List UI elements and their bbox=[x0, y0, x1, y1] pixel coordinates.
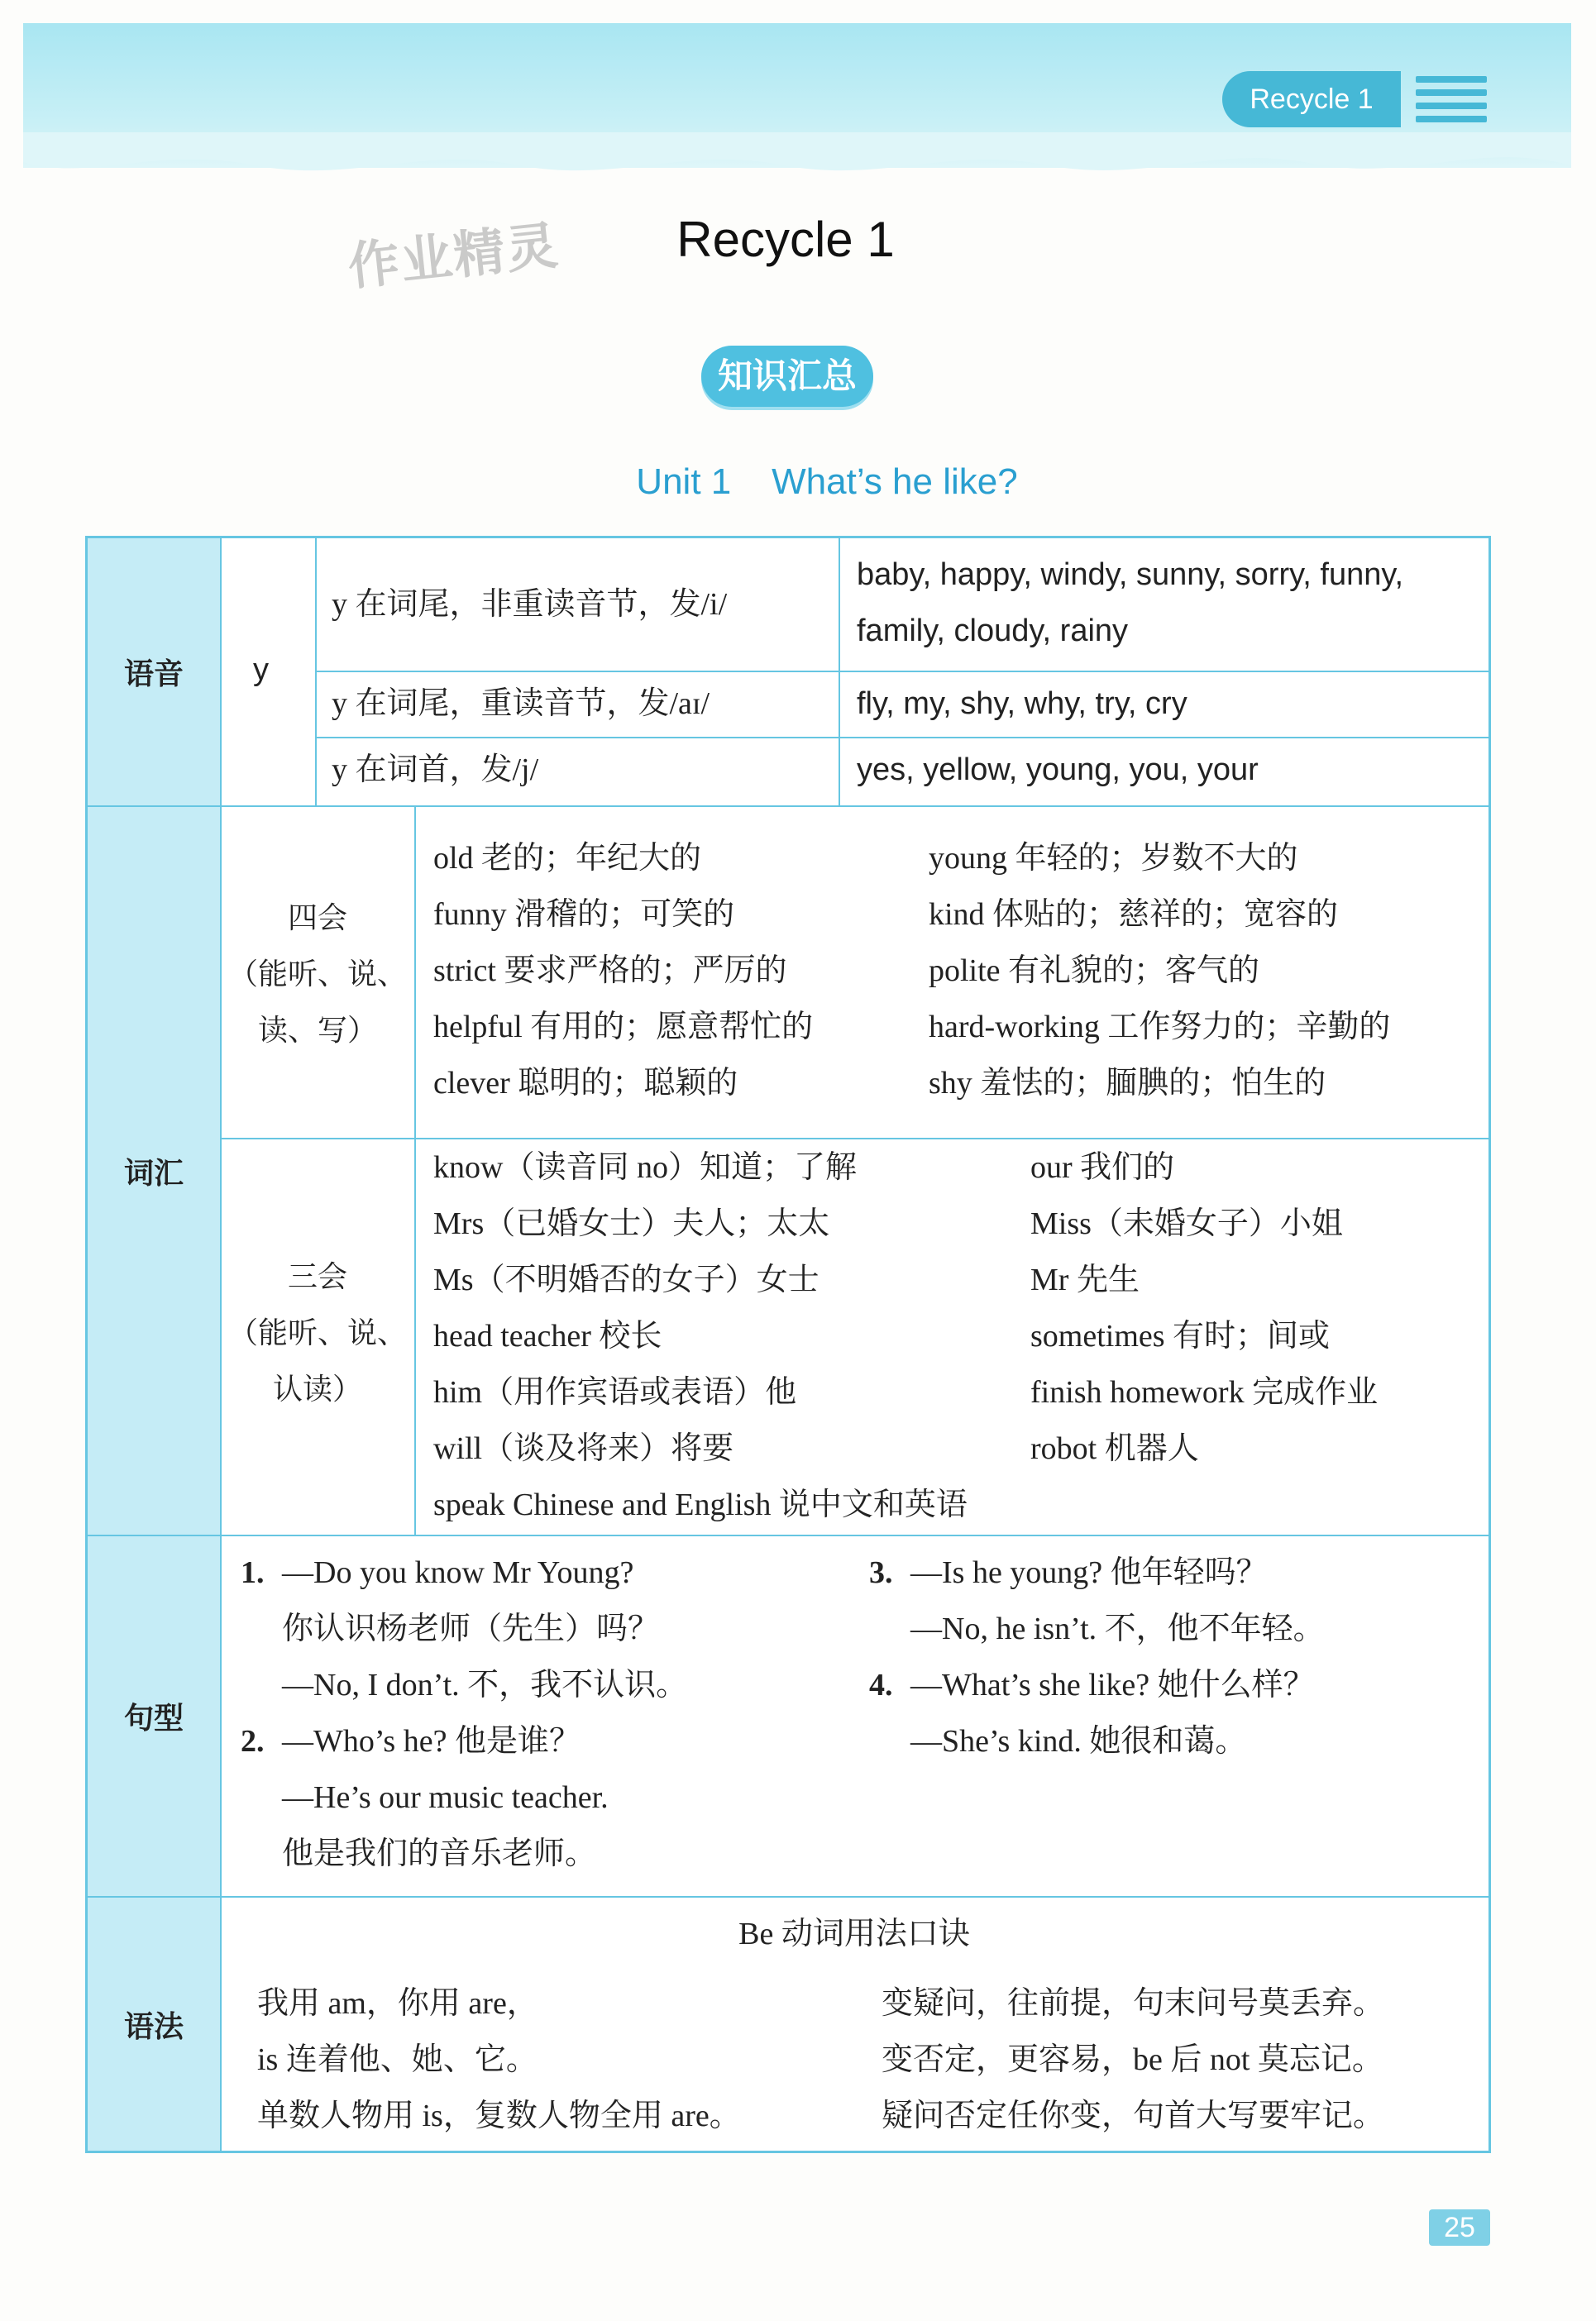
sentence-line: —She’s kind. 她很和蔼。 bbox=[910, 1724, 1247, 1759]
vocab-item: our 我们的 bbox=[1030, 1150, 1175, 1185]
sentence-line: 你认识杨老师（先生）吗？ bbox=[282, 1612, 660, 1646]
phonics-rule-2: y 在词尾，重读音节，发/aɪ/ bbox=[332, 686, 710, 721]
sentences-row bbox=[88, 1536, 1488, 1898]
sentence-line: 他是我们的音乐老师。 bbox=[282, 1836, 597, 1871]
vocab-item: shy 羞怯的；腼腆的；怕生的 bbox=[929, 1066, 1326, 1101]
sentences-right: 3. —Is he young? 他年轻吗？ —No, he isn’t. 不，他不年轻。 4. —What’s she like? 她什么样？ —She’s kind. 她很和蔼。 bbox=[869, 1555, 1325, 1759]
vocab-item: kind 体贴的；慈祥的；宽容的 bbox=[929, 897, 1339, 932]
phonics-rule-1: y 在词尾，非重读音节，发/i/ bbox=[332, 587, 728, 622]
vocab-item: will（谈及将来）将要 bbox=[433, 1431, 734, 1466]
sentence-line: —Is he young? 他年轻吗？ bbox=[910, 1555, 1268, 1590]
unit-title: Unit 1 What’s he like? bbox=[636, 461, 1018, 502]
vocab-item: funny 滑稽的；可笑的 bbox=[433, 897, 735, 932]
grammar-line: 变否定，更容易，be 后 not 莫忘记。 bbox=[882, 2042, 1383, 2077]
sentence-line: —No, he isn’t. 不，他不年轻。 bbox=[910, 1612, 1325, 1646]
vocab-item: Mrs（已婚女士）夫人；太太 bbox=[433, 1206, 830, 1241]
vocab-item: clever 聪明的；聪颖的 bbox=[433, 1066, 738, 1101]
vocab-item: polite 有礼貌的；客气的 bbox=[929, 953, 1260, 988]
grammar-left bbox=[257, 1975, 741, 2144]
phonics-example-1b: family, cloudy, rainy bbox=[857, 614, 1129, 648]
vocab-item-full: speak Chinese and English 说中文和英语 bbox=[433, 1488, 968, 1522]
grammar-row bbox=[88, 1898, 1488, 2151]
vocab-item: finish homework 完成作业 bbox=[1030, 1375, 1379, 1410]
vocab-item: hard-working 工作努力的；辛勤的 bbox=[929, 1010, 1391, 1044]
menu-lines-icon bbox=[1416, 76, 1487, 124]
sentence-line: —He’s our music teacher. bbox=[282, 1780, 609, 1815]
three-skills-right bbox=[1030, 1139, 1378, 1477]
phonics-letter: y bbox=[253, 652, 269, 687]
vocab-item: old 老的；年纪大的 bbox=[433, 841, 702, 876]
vocab-item: strict 要求严格的；严厉的 bbox=[433, 953, 787, 988]
recycle-tab-label: Recycle 1 bbox=[1250, 84, 1374, 115]
vocab-item: Miss（未婚女子）小姐 bbox=[1030, 1206, 1343, 1241]
grammar-line: 我用 am，你用 are， bbox=[257, 1986, 538, 2021]
four-skills-label: 四会 （能听、说、 读、写） bbox=[227, 901, 407, 1047]
page-title: Recycle 1 bbox=[676, 212, 895, 267]
phonics-category: 语音 bbox=[88, 538, 222, 805]
grammar-title: Be 动词用法口诀 bbox=[738, 1917, 970, 1951]
vocab-item: head teacher 校长 bbox=[433, 1319, 662, 1354]
sentence-line: —Do you know Mr Young? bbox=[282, 1555, 634, 1590]
vocab-item: Mr 先生 bbox=[1030, 1263, 1140, 1297]
grammar-category: 语法 bbox=[88, 1898, 222, 2151]
sentences-left: 1. —Do you know Mr Young? 你认识杨老师（先生）吗？ —No, I don’t. 不，我不认识。 2. —Who’s he? 他是谁？ —He’s our music teacher. 他是我们的音乐老师。 bbox=[241, 1555, 688, 1871]
vocab-item: sometimes 有时；间或 bbox=[1030, 1319, 1331, 1354]
phonics-row bbox=[88, 538, 1488, 807]
grammar-line: is 连着他、她、它。 bbox=[257, 2042, 538, 2077]
recycle-tab bbox=[1222, 71, 1401, 127]
vocab-item: Ms（不明婚否的女子）女士 bbox=[433, 1263, 820, 1297]
four-skills-right bbox=[929, 830, 1390, 1111]
vocab-item: know（读音同 no）知道；了解 bbox=[433, 1150, 857, 1185]
phonics-example-3: yes, yellow, young, you, your bbox=[857, 752, 1259, 787]
banner-wave bbox=[23, 132, 1571, 190]
grammar-line: 变疑问，往前提，句末问号莫丢弃。 bbox=[882, 1986, 1385, 2021]
knowledge-table bbox=[85, 536, 1491, 2153]
sentences-category: 句型 bbox=[88, 1536, 222, 1896]
page-number: 25 bbox=[1429, 2209, 1490, 2246]
grammar-right bbox=[882, 1975, 1384, 2144]
sentence-line: —No, I don’t. 不，我不认识。 bbox=[282, 1668, 688, 1703]
watermark: 作业精灵 bbox=[345, 217, 562, 297]
sentence-line: —Who’s he? 他是谁？ bbox=[282, 1724, 581, 1759]
vocab-item: robot 机器人 bbox=[1030, 1431, 1199, 1466]
section-badge: 知识汇总 bbox=[701, 346, 873, 407]
phonics-rule-3: y 在词首，发/j/ bbox=[332, 752, 539, 787]
vocab-item: him（用作宾语或表语）他 bbox=[433, 1375, 797, 1410]
vocab-item: young 年轻的；岁数不大的 bbox=[929, 841, 1298, 876]
vocab-item: helpful 有用的；愿意帮忙的 bbox=[433, 1010, 814, 1044]
phonics-example-1a: baby, happy, windy, sunny, sorry, funny, bbox=[857, 557, 1404, 592]
grammar-line: 单数人物用 is，复数人物全用 are。 bbox=[257, 2099, 741, 2133]
phonics-example-2: fly, my, shy, why, try, cry bbox=[857, 686, 1187, 721]
four-skills-left bbox=[433, 830, 813, 1111]
grammar-line: 疑问否定任你变，句首大写要牢记。 bbox=[882, 2099, 1385, 2133]
three-skills-left bbox=[433, 1139, 968, 1533]
three-skills-label: 三会 （能听、说、 认读） bbox=[227, 1260, 407, 1406]
vocab-row bbox=[88, 807, 1488, 1536]
vocab-category: 词汇 bbox=[88, 807, 222, 1535]
sentence-line: —What’s she like? 她什么样？ bbox=[910, 1668, 1315, 1703]
